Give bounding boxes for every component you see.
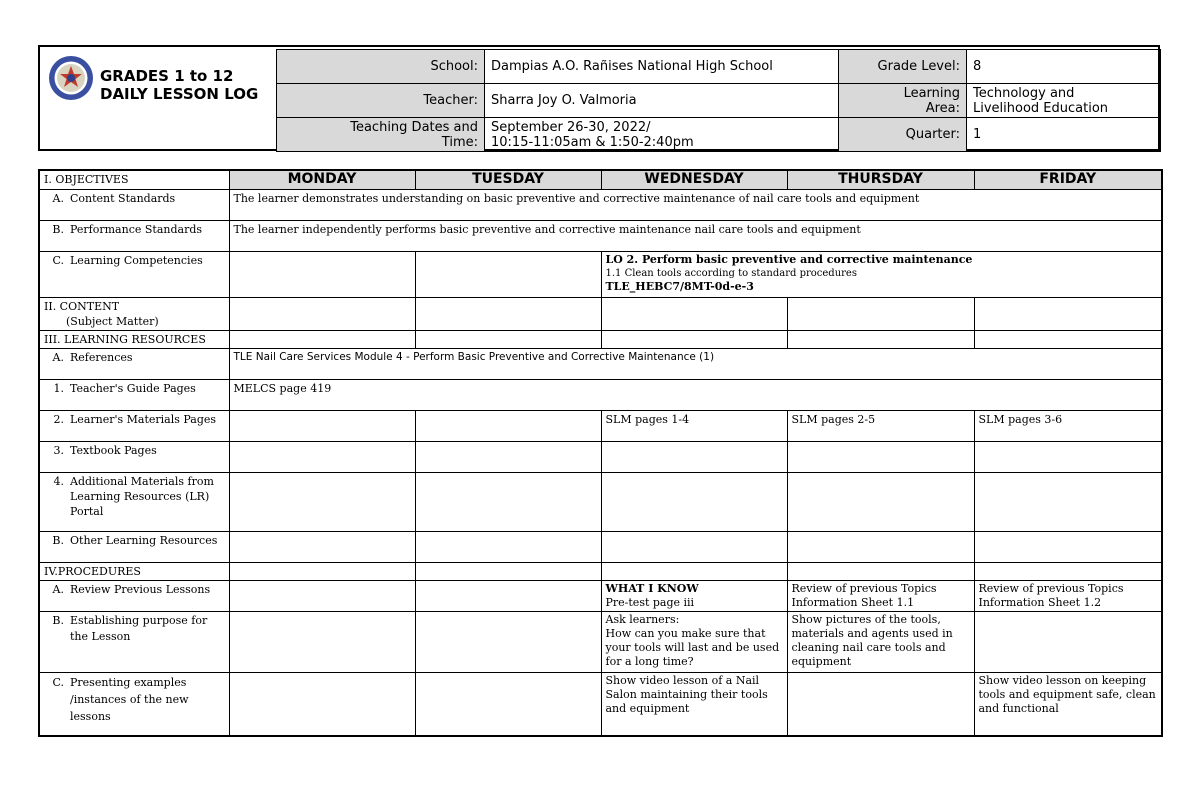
textbook-label xyxy=(39,441,229,472)
dates-line1: September 26-30, 2022/ xyxy=(491,119,651,135)
lo-item: 1.1 Clean tools according to standard procedures xyxy=(605,267,857,279)
cell-line: Review of previous Topics xyxy=(791,581,937,595)
row-number: 2. xyxy=(53,412,64,426)
content-heading xyxy=(39,297,229,330)
teaching-dates-value xyxy=(485,118,839,152)
tuesday-cell xyxy=(415,580,601,611)
wednesday-cell xyxy=(601,580,787,611)
row-label-line2: the Lesson xyxy=(70,629,131,643)
form-title: GRADES 1 to 12 xyxy=(100,67,234,85)
references-value: TLE Nail Care Services Module 4 - Perform Basic Preventive and Corrective Maintenance (1) xyxy=(229,348,1162,379)
row-label: References xyxy=(70,350,133,364)
deped-seal-icon xyxy=(48,55,94,101)
cell-line: and functional xyxy=(978,701,1059,715)
friday-cell xyxy=(974,672,1162,736)
lo-title: LO 2. Perform basic preventive and corrective maintenance xyxy=(605,252,973,266)
form-subtitle: DAILY LESSON LOG xyxy=(100,85,259,103)
teacher-label: Teacher: xyxy=(277,84,485,118)
friday-cell xyxy=(974,297,1162,330)
table-row xyxy=(39,472,1162,531)
cell-line: WHAT I KNOW xyxy=(605,581,699,595)
cell-line: Ask learners: xyxy=(605,612,680,626)
table-row xyxy=(39,410,1162,441)
teachers-guide-label xyxy=(39,379,229,410)
cell-line: Show video lesson of a Nail xyxy=(605,673,760,687)
learning-competencies-value xyxy=(601,251,1162,297)
row-label: Review Previous Lessons xyxy=(70,582,211,596)
row-label: Other Learning Resources xyxy=(70,533,218,547)
day-header-tuesday: TUESDAY xyxy=(415,170,601,189)
thursday-cell xyxy=(787,441,974,472)
row-label-line3: lessons xyxy=(70,709,111,723)
learning-area-label-line1: Learning xyxy=(903,85,960,101)
row-number: 3. xyxy=(53,443,64,457)
monday-cell xyxy=(229,330,415,348)
tuesday-cell xyxy=(415,410,601,441)
review-label xyxy=(39,580,229,611)
row-label: Learner's Materials Pages xyxy=(70,412,217,426)
friday-cell xyxy=(974,330,1162,348)
monday-cell xyxy=(229,611,415,672)
lesson-log-header xyxy=(38,45,1160,151)
tuesday-cell xyxy=(415,611,601,672)
table-row xyxy=(39,330,1162,348)
row-number: A. xyxy=(52,582,64,596)
tuesday-cell xyxy=(415,562,601,580)
procedures-heading: IV.PROCEDURES xyxy=(39,562,229,580)
monday-cell xyxy=(229,562,415,580)
row-label: Presenting examples xyxy=(70,675,187,689)
wednesday-cell xyxy=(601,441,787,472)
friday-cell xyxy=(974,472,1162,531)
cell-line: Review of previous Topics xyxy=(978,581,1124,595)
content-standards-value: The learner demonstrates understanding on basic preventive and corrective maintenance of nail care tools and equipment xyxy=(229,189,1162,220)
row-label: Teacher's Guide Pages xyxy=(70,381,196,395)
wednesday-cell xyxy=(601,297,787,330)
row-label: Learning Competencies xyxy=(70,253,203,267)
friday-cell: SLM pages 3-6 xyxy=(974,410,1162,441)
cell-line: and equipment xyxy=(605,701,690,715)
cell-line: Salon maintaining their tools xyxy=(605,687,768,701)
friday-cell xyxy=(974,531,1162,562)
row-label-line2: /instances of the new xyxy=(70,692,189,706)
thursday-cell xyxy=(787,562,974,580)
tuesday-cell xyxy=(415,330,601,348)
establishing-purpose-label xyxy=(39,611,229,672)
table-row xyxy=(39,297,1162,330)
cell-line: Show video lesson on keeping xyxy=(978,673,1147,687)
row-label-line3: Portal xyxy=(70,504,104,518)
table-row xyxy=(39,441,1162,472)
table-row xyxy=(39,379,1162,410)
day-header-friday: FRIDAY xyxy=(974,170,1162,189)
row-number: A. xyxy=(52,191,64,205)
school-label: School: xyxy=(277,50,485,84)
thursday-cell xyxy=(787,330,974,348)
tuesday-cell xyxy=(415,441,601,472)
table-row xyxy=(39,562,1162,580)
tuesday-cell xyxy=(415,531,601,562)
table-row xyxy=(39,251,1162,297)
day-header-thursday: THURSDAY xyxy=(787,170,974,189)
objectives-heading: I. OBJECTIVES xyxy=(39,170,229,189)
thursday-cell xyxy=(787,297,974,330)
quarter-value: 1 xyxy=(967,118,1161,152)
additional-materials-label xyxy=(39,472,229,531)
cell-line: Information Sheet 1.2 xyxy=(978,595,1102,609)
row-label: Establishing purpose for xyxy=(70,613,208,627)
row-label: Additional Materials from xyxy=(70,474,214,488)
monday-cell xyxy=(229,251,415,297)
teaching-dates-label xyxy=(277,118,485,152)
performance-standards-label xyxy=(39,220,229,251)
row-number: B. xyxy=(52,613,64,627)
row-number: A. xyxy=(52,350,64,364)
row-number: C. xyxy=(52,675,64,689)
learning-area-line1: Technology and xyxy=(973,85,1075,101)
dates-label-line1: Teaching Dates and xyxy=(350,119,478,135)
thursday-cell: SLM pages 2-5 xyxy=(787,410,974,441)
cell-line: cleaning nail care tools and xyxy=(791,640,946,654)
cell-line: equipment xyxy=(791,654,852,668)
thursday-cell xyxy=(787,672,974,736)
wednesday-cell xyxy=(601,472,787,531)
row-label: Content Standards xyxy=(70,191,176,205)
monday-cell xyxy=(229,441,415,472)
monday-cell xyxy=(229,410,415,441)
friday-cell xyxy=(974,441,1162,472)
learning-area-label-line2: Area: xyxy=(925,100,960,116)
wednesday-cell xyxy=(601,330,787,348)
monday-cell xyxy=(229,672,415,736)
presenting-examples-label xyxy=(39,672,229,736)
table-row xyxy=(39,531,1162,562)
learning-area-line2: Livelihood Education xyxy=(973,100,1109,116)
learning-area-label xyxy=(839,84,967,118)
row-number: B. xyxy=(52,533,64,547)
tuesday-cell xyxy=(415,672,601,736)
dates-label-line2: Time: xyxy=(441,134,478,150)
wednesday-cell xyxy=(601,672,787,736)
content-standards-label xyxy=(39,189,229,220)
thursday-cell xyxy=(787,472,974,531)
table-row xyxy=(39,348,1162,379)
row-number: B. xyxy=(52,222,64,236)
tuesday-cell xyxy=(415,297,601,330)
content-heading-line1: II. CONTENT xyxy=(44,299,120,313)
cell-line: Pre-test page iii xyxy=(605,595,695,609)
learning-competencies-label xyxy=(39,251,229,297)
thursday-cell xyxy=(787,580,974,611)
grade-level-value: 8 xyxy=(967,50,1161,84)
day-header-monday: MONDAY xyxy=(229,170,415,189)
tuesday-cell xyxy=(415,251,601,297)
other-resources-label xyxy=(39,531,229,562)
lesson-plan-table xyxy=(38,169,1163,737)
learners-materials-label xyxy=(39,410,229,441)
cell-line: tools and equipment safe, clean xyxy=(978,687,1156,701)
table-row xyxy=(39,189,1162,220)
table-row xyxy=(39,220,1162,251)
competency-code: TLE_HEBC7/8MT-0d-e-3 xyxy=(605,279,754,293)
monday-cell xyxy=(229,531,415,562)
cell-line: for a long time? xyxy=(605,654,694,668)
table-row xyxy=(39,170,1162,189)
cell-line: How can you make sure that xyxy=(605,626,766,640)
quarter-label: Quarter: xyxy=(839,118,967,152)
cell-line: your tools will last and be used xyxy=(605,640,780,654)
table-row xyxy=(39,672,1162,736)
grade-level-label: Grade Level: xyxy=(839,50,967,84)
row-label-line2: Learning Resources (LR) xyxy=(70,489,210,503)
learning-area-value xyxy=(967,84,1161,118)
day-header-wednesday: WEDNESDAY xyxy=(601,170,787,189)
monday-cell xyxy=(229,580,415,611)
tuesday-cell xyxy=(415,472,601,531)
monday-cell xyxy=(229,297,415,330)
table-row xyxy=(39,611,1162,672)
dates-line2: 10:15-11:05am & 1:50-2:40pm xyxy=(491,134,694,150)
wednesday-cell xyxy=(601,562,787,580)
table-row xyxy=(39,580,1162,611)
school-value: Dampias A.O. Rañises National High School xyxy=(485,50,839,84)
cell-line: Information Sheet 1.1 xyxy=(791,595,915,609)
monday-cell xyxy=(229,472,415,531)
header-info-grid xyxy=(276,49,1161,152)
teacher-value: Sharra Joy O. Valmoria xyxy=(485,84,839,118)
performance-standards-value: The learner independently performs basic preventive and corrective maintenance nail care tools and equipment xyxy=(229,220,1162,251)
wednesday-cell xyxy=(601,531,787,562)
thursday-cell xyxy=(787,531,974,562)
references-label xyxy=(39,348,229,379)
thursday-cell xyxy=(787,611,974,672)
learning-resources-heading: III. LEARNING RESOURCES xyxy=(39,330,229,348)
cell-line: Show pictures of the tools, xyxy=(791,612,941,626)
row-number: C. xyxy=(52,253,64,267)
row-label: Performance Standards xyxy=(70,222,203,236)
row-label: Textbook Pages xyxy=(70,443,157,457)
content-heading-line2: (Subject Matter) xyxy=(66,314,159,328)
wednesday-cell xyxy=(601,611,787,672)
wednesday-cell: SLM pages 1-4 xyxy=(601,410,787,441)
row-number: 4. xyxy=(53,474,64,488)
cell-line: materials and agents used in xyxy=(791,626,953,640)
friday-cell xyxy=(974,562,1162,580)
row-number: 1. xyxy=(53,381,64,395)
friday-cell xyxy=(974,580,1162,611)
teachers-guide-value: MELCS page 419 xyxy=(229,379,1162,410)
friday-cell xyxy=(974,611,1162,672)
